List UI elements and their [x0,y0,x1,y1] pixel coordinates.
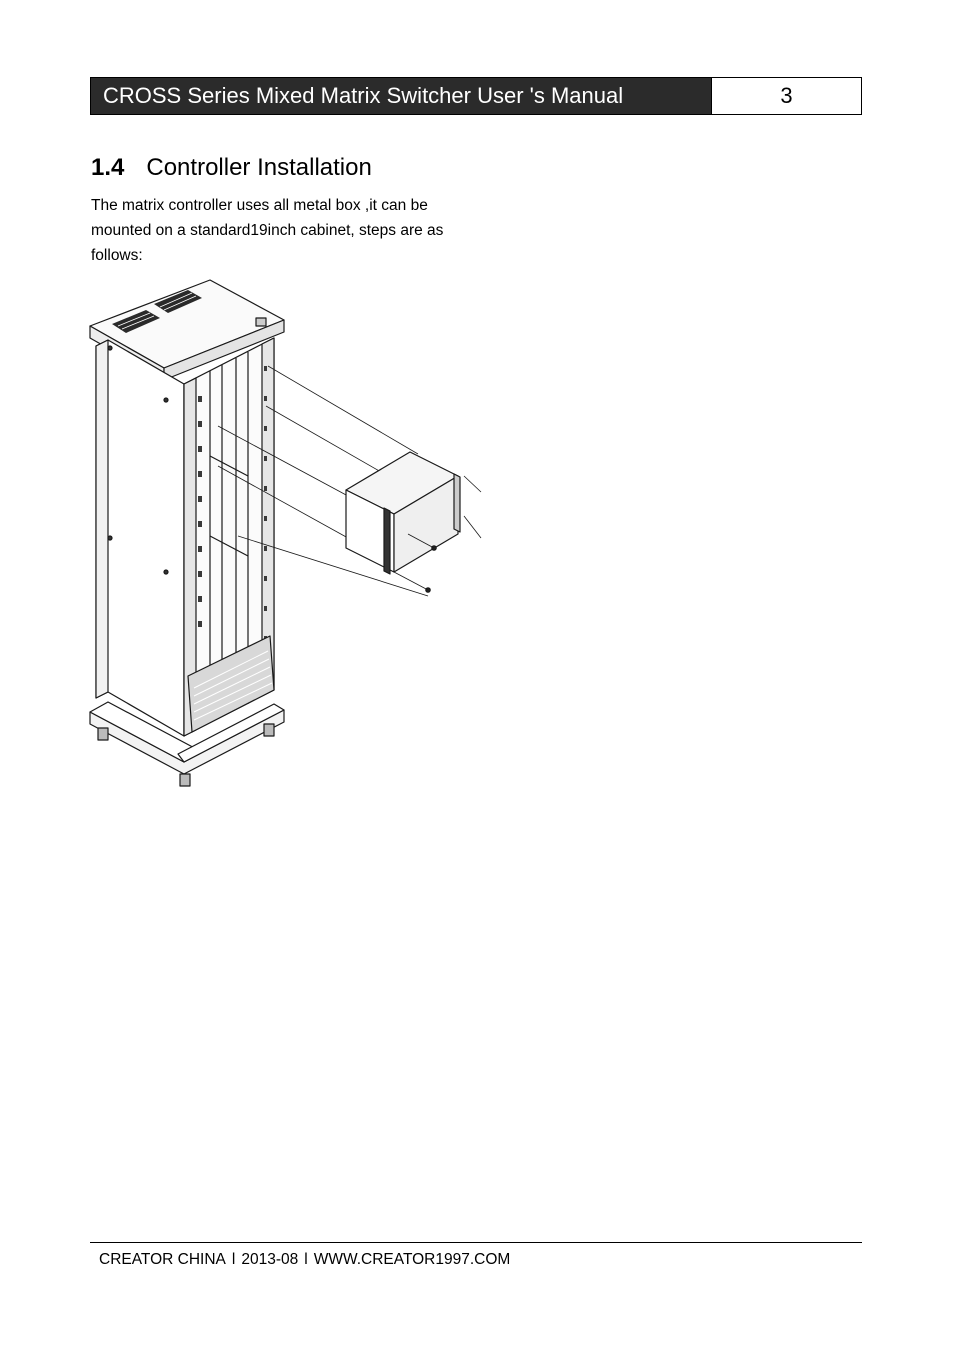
section-heading [91,153,372,183]
manual-title: CROSS Series Mixed Matrix Switcher User 's Manual [91,78,711,114]
page-number: 3 [711,78,861,114]
cabinet-installation-figure [88,276,483,791]
matrix-controller-box [346,452,460,574]
page-footer [99,1250,510,1270]
footer-separator: l [231,1251,236,1268]
footer-date: 2013-08 [241,1251,299,1268]
section-title: Controller Installation [146,154,372,181]
section-number: 1.4 [91,154,125,181]
footer-rule [90,1242,862,1243]
body-paragraph: The matrix controller uses all metal box ,it can be mounted on a standard19inch cabinet, steps are as follows: [91,197,444,264]
footer-company: CREATOR CHINA [99,1251,226,1268]
footer-website: WWW.CREATOR1997.COM [313,1251,511,1268]
page-header [90,77,862,115]
footer-separator: l [304,1251,308,1268]
